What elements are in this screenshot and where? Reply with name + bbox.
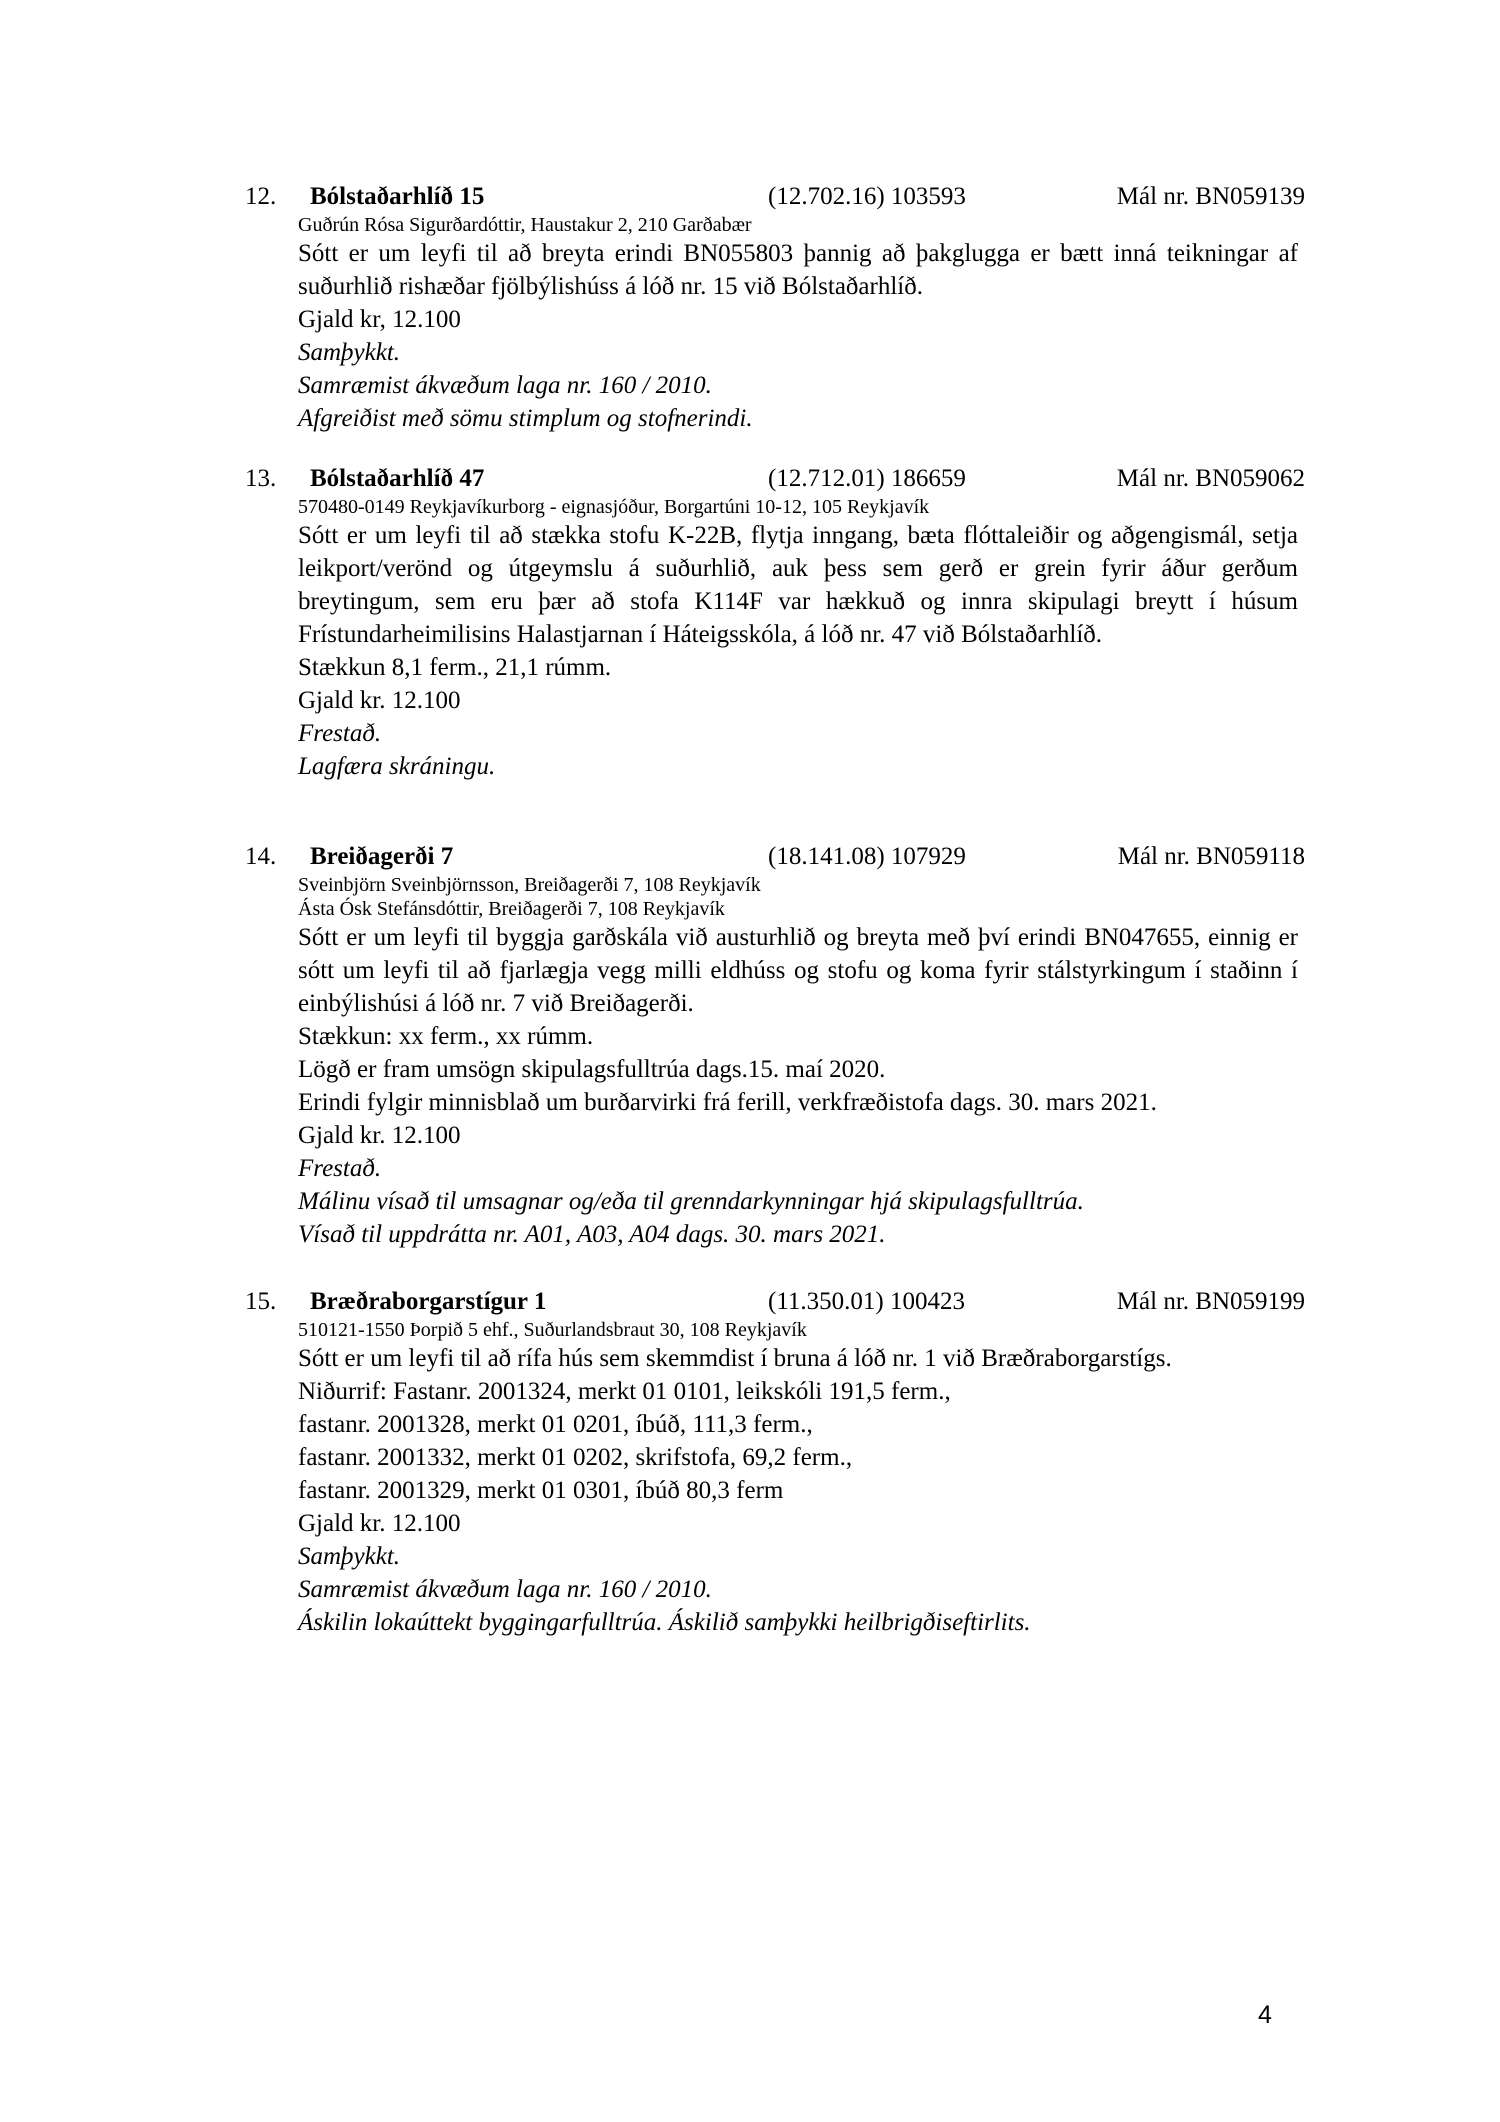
- item-number: 15.: [245, 1288, 277, 1315]
- land-id: (18.141.08) 107929: [768, 843, 966, 870]
- case-header: [245, 840, 1305, 873]
- property-address: Bræðraborgarstígur 1: [310, 1288, 547, 1315]
- case-description: Sótt er um leyfi til að stækka stofu K-22B, flytja inngang, bæta flóttaleiðir og aðgengismál, setja leikport/verönd og útgeymslu á suðurhlið, auk þess sem gerð er grein fyrir áður gerðum breytingum, sem eru þær að stofa K114F var hækkuð og innra skipulagi breytt í húsum Frístundarheimilisins Halastjarnan í Háteigsskóla, á lóð nr. 47 við Bólstaðarhlíð.: [298, 522, 1298, 648]
- case-header: [245, 462, 1305, 495]
- decision-line: Frestað.: [298, 720, 382, 747]
- case-header: [245, 1285, 1305, 1318]
- detail-line: Stækkun: xx ferm., xx rúmm.: [298, 1023, 594, 1050]
- detail-line: Stækkun 8,1 ferm., 21,1 rúmm.: [298, 654, 612, 681]
- decision-line: Afgreiðist með sömu stimplum og stofnerindi.: [298, 405, 753, 432]
- decision-line: Málinu vísað til umsagnar og/eða til grenndarkynningar hjá skipulagsfulltrúa.: [298, 1188, 1084, 1215]
- case-body: [298, 1318, 1298, 1639]
- detail-line: Niðurrif: Fastanr. 2001324, merkt 01 0101, leikskóli 191,5 ferm.,: [298, 1378, 951, 1405]
- case-item-15: [245, 1285, 1305, 1639]
- case-item-12: [245, 180, 1305, 435]
- decision-line: Frestað.: [298, 1155, 382, 1182]
- property-address: Bólstaðarhlíð 15: [310, 183, 485, 210]
- applicant: 570480-0149 Reykjavíkurborg - eignasjóður, Borgartúni 10-12, 105 Reykjavík: [298, 496, 930, 518]
- fee-line: Gjald kr. 12.100: [298, 1122, 461, 1149]
- item-number: 13.: [245, 465, 277, 492]
- case-body: [298, 495, 1298, 783]
- detail-line: fastanr. 2001332, merkt 01 0202, skrifstofa, 69,2 ferm.,: [298, 1444, 853, 1471]
- detail-line: fastanr. 2001328, merkt 01 0201, íbúð, 111,3 ferm.,: [298, 1411, 813, 1438]
- fee-line: Gjald kr, 12.100: [298, 306, 461, 333]
- case-description: Sótt er um leyfi til að rífa hús sem skemmdist í bruna á lóð nr. 1 við Bræðraborgarstígs.: [298, 1345, 1172, 1372]
- land-id: (12.702.16) 103593: [768, 183, 966, 210]
- case-description: Sótt er um leyfi til að breyta erindi BN055803 þannig að þakglugga er bætt inná teikningar af suðurhlið rishæðar fjölbýlishúss á lóð nr. 15 við Bólstaðarhlíð.: [298, 240, 1298, 300]
- item-number: 12.: [245, 183, 277, 210]
- decision-line: Samræmist ákvæðum laga nr. 160 / 2010.: [298, 1576, 712, 1603]
- property-address: Breiðagerði 7: [310, 843, 454, 870]
- page-number: 4: [1258, 2001, 1272, 2029]
- applicant: 510121-1550 Þorpið 5 ehf., Suðurlandsbraut 30, 108 Reykjavík: [298, 1319, 807, 1341]
- case-body: [298, 873, 1298, 1251]
- applicant: Guðrún Rósa Sigurðardóttir, Haustakur 2, 210 Garðabær: [298, 214, 752, 236]
- fee-line: Gjald kr. 12.100: [298, 687, 461, 714]
- detail-line: Lögð er fram umsögn skipulagsfulltrúa dags.15. maí 2020.: [298, 1056, 886, 1083]
- decision-line: Vísað til uppdrátta nr. A01, A03, A04 dags. 30. mars 2021.: [298, 1221, 886, 1248]
- case-number: Mál nr. BN059118: [1117, 843, 1305, 870]
- property-address: Bólstaðarhlíð 47: [310, 465, 485, 492]
- detail-line: fastanr. 2001329, merkt 01 0301, íbúð 80,3 ferm: [298, 1477, 784, 1504]
- case-header: [245, 180, 1305, 213]
- decision-line: Áskilin lokaúttekt byggingarfulltrúa. Áskilið samþykki heilbrigðiseftirlits.: [298, 1609, 1031, 1636]
- land-id: (12.712.01) 186659: [768, 465, 966, 492]
- applicant: Ásta Ósk Stefánsdóttir, Breiðagerði 7, 108 Reykjavík: [298, 898, 725, 920]
- case-item-14: [245, 840, 1305, 1251]
- fee-line: Gjald kr. 12.100: [298, 1510, 461, 1537]
- case-body: [298, 213, 1298, 435]
- case-description: Sótt er um leyfi til byggja garðskála við austurhlið og breyta með því erindi BN047655, einnig er sótt um leyfi til að fjarlægja vegg milli eldhúss og stofu og koma fyrir stálstyrkingum í staðinn í einbýlishúsi á lóð nr. 7 við Breiðagerði.: [298, 924, 1298, 1017]
- decision-line: Samþykkt.: [298, 1543, 401, 1570]
- decision-line: Samþykkt.: [298, 339, 401, 366]
- land-id: (11.350.01) 100423: [768, 1288, 965, 1315]
- applicant: Sveinbjörn Sveinbjörnsson, Breiðagerði 7, 108 Reykjavík: [298, 874, 761, 896]
- case-number: Mál nr. BN059139: [1116, 183, 1305, 210]
- item-number: 14.: [245, 843, 277, 870]
- case-item-13: [245, 462, 1305, 783]
- case-number: Mál nr. BN059062: [1116, 465, 1305, 492]
- decision-line: Samræmist ákvæðum laga nr. 160 / 2010.: [298, 372, 712, 399]
- case-number: Mál nr. BN059199: [1116, 1288, 1305, 1315]
- decision-line: Lagfæra skráningu.: [298, 753, 496, 780]
- detail-line: Erindi fylgir minnisblað um burðarvirki frá ferill, verkfræðistofa dags. 30. mars 2021.: [298, 1089, 1157, 1116]
